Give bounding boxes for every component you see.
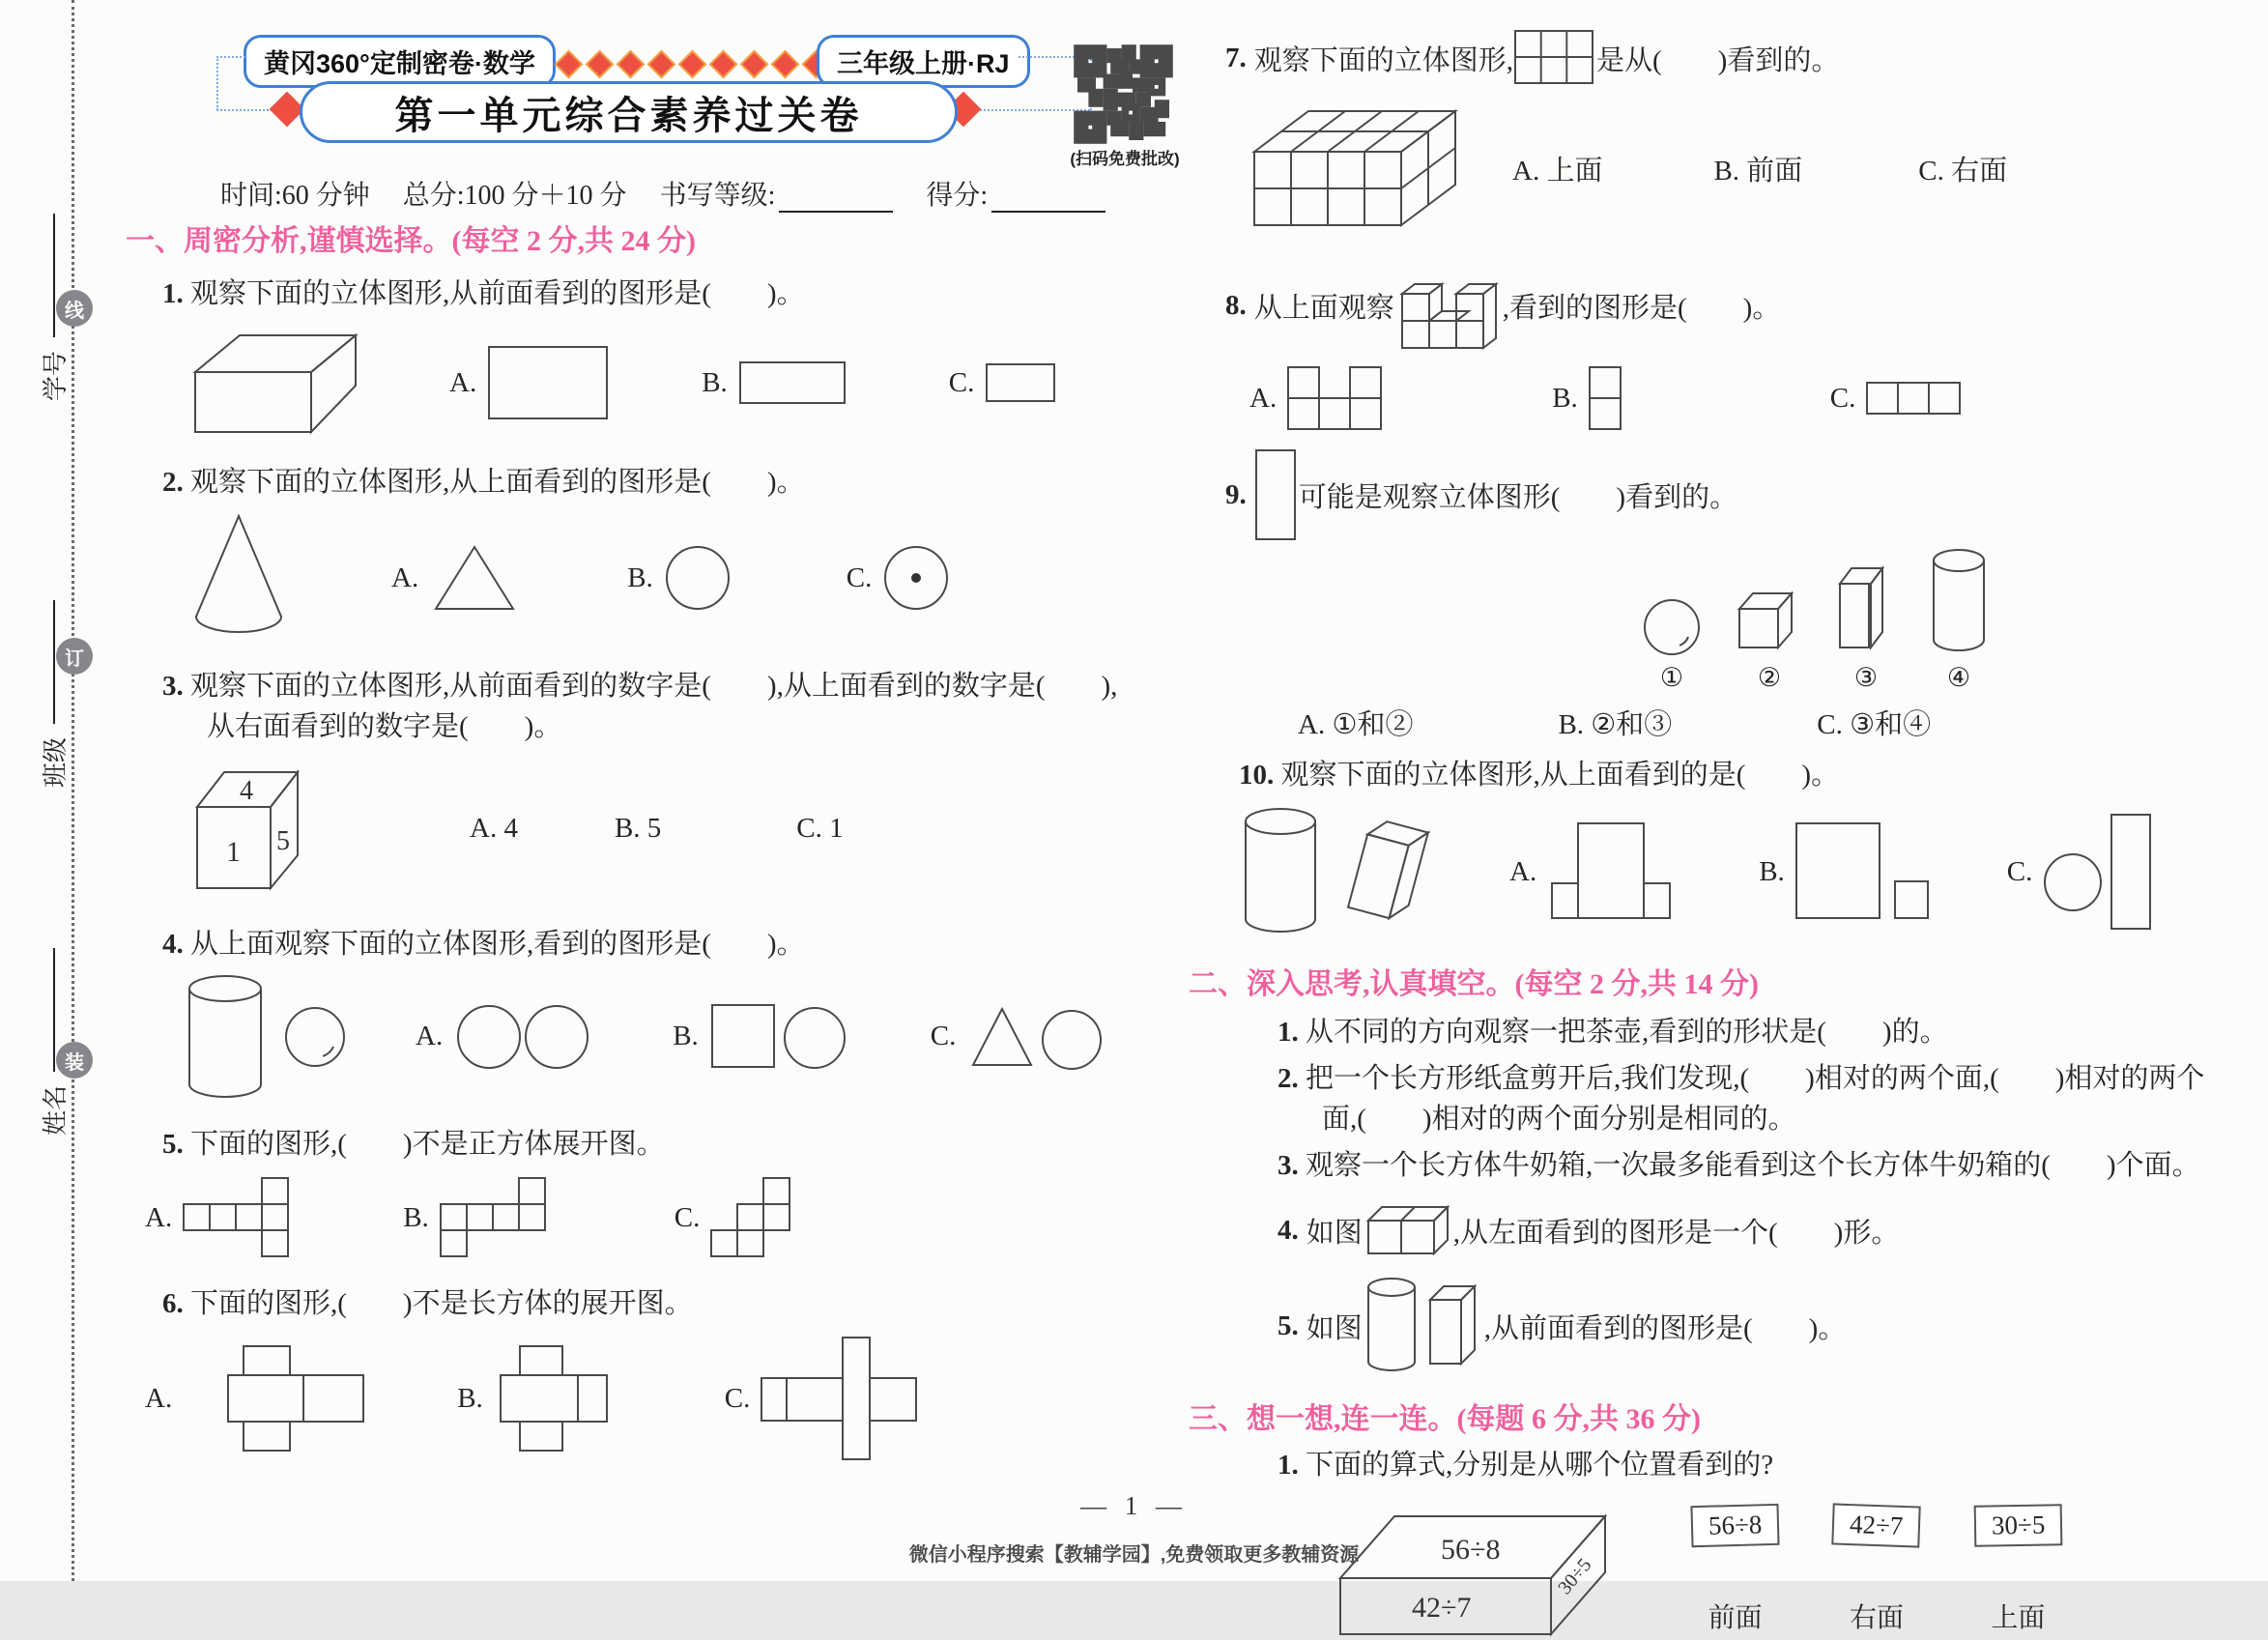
question-number: 1.: [162, 278, 184, 309]
option-a: A. ①和②: [1298, 709, 1414, 740]
section2-heading: [1189, 960, 2264, 1002]
name-label: 姓名: [41, 1084, 70, 1136]
rect-and-small-square-figure: [1794, 821, 1935, 923]
expression-card: 56÷8: [1690, 1504, 1779, 1547]
question-number: 8.: [1225, 289, 1247, 321]
option-c: C. 右面: [1918, 155, 2008, 187]
dotted-connector: [216, 56, 218, 110]
wide-rectangle-figure: [737, 360, 847, 406]
question-text: 观察下面的立体图形,从上面看到的是( )。: [1280, 760, 1840, 791]
shape-number-label: ④: [1946, 663, 1971, 692]
option-c: [675, 1176, 794, 1259]
option-label: B.: [673, 1021, 699, 1052]
option-b: [457, 1344, 628, 1453]
margin-field-name: [34, 913, 72, 1136]
question-3-figures: [184, 757, 1148, 902]
option-b: [673, 1001, 853, 1073]
section1-heading: [126, 216, 1148, 259]
triangle-circle-figure: [965, 1001, 1110, 1073]
option-a: [391, 541, 521, 615]
s3-question-1: [1225, 1445, 2264, 1485]
u-shape-grid-figure: [1286, 365, 1383, 431]
class-label: 班级: [41, 736, 70, 788]
option-c: [2007, 809, 2163, 935]
option-b: [1552, 365, 1622, 431]
leaning-cuboid-figure: [1331, 803, 1456, 940]
diamond-divider: [559, 54, 826, 74]
cube-top-number: 4: [240, 775, 253, 806]
cube-stack-figure: [1245, 95, 1469, 242]
option-c: [1830, 381, 1963, 416]
numbered-cube-figure: [184, 757, 305, 902]
circle-and-tall-rect-figure: [2042, 809, 2162, 935]
option-b: B. ②和③: [1558, 709, 1673, 740]
question-number: 9.: [1225, 478, 1247, 510]
option-label: B.: [457, 1382, 483, 1414]
question-7-figures: [1245, 95, 2264, 242]
option-label: C.: [948, 366, 975, 398]
two-cubes-figure: [1363, 1195, 1453, 1265]
question-5-figures: [145, 1176, 1148, 1259]
dotted-connector: [216, 109, 276, 111]
option-b: [702, 360, 847, 406]
option-c: [949, 361, 1058, 404]
three-square-row-figure: [1865, 381, 1962, 416]
dotted-connector: [980, 109, 1090, 111]
cylinder-figure: [1929, 547, 1989, 659]
question-7: [1225, 29, 2264, 87]
card-column: [1832, 1505, 1920, 1635]
position-label: 上面: [1991, 1603, 2046, 1634]
option-label: A.: [145, 1382, 173, 1414]
paper-meta: [220, 174, 1105, 213]
expression-card: 42÷7: [1832, 1504, 1922, 1548]
question-text: 从上面观察下面的立体图形,看到的图形是( )。: [190, 928, 805, 960]
expression-card: 30÷5: [1973, 1505, 2062, 1548]
option-label: B.: [702, 366, 728, 398]
meta-total: 总分:100 分＋10 分: [402, 181, 627, 211]
student-no-label: 学号: [41, 350, 70, 401]
cuboid-3d-figure: [184, 326, 367, 440]
cube-net-figure: [182, 1176, 292, 1259]
question-text: 观察下面的立体图形,: [1253, 44, 1514, 76]
question-text: 如图: [1306, 1217, 1363, 1249]
student-no-blank-line: [52, 214, 55, 337]
question-text: 从不同的方向观察一把茶壶,看到的形状是( )的。: [1306, 1017, 1948, 1049]
card-column: [1691, 1505, 1779, 1635]
s2-question-5: [1278, 1275, 2264, 1377]
staircase-net-figure: [709, 1176, 793, 1259]
meta-time: 时间:60 分钟: [220, 181, 370, 211]
class-blank-line: [52, 600, 55, 724]
question-number: 5.: [1278, 1309, 1299, 1341]
block-structure-figure: [1394, 255, 1503, 356]
rect-with-side-squares-figure: [1546, 821, 1677, 923]
diamond-icon: [709, 50, 738, 79]
question-text: 观察一个长方体牛奶箱,一次最多能看到这个长方体牛奶箱的( )个面。: [1306, 1150, 2200, 1182]
question-text: 观察下面的立体图形,从前面看到的图形是( )。: [190, 278, 805, 309]
option-c: C. ③和④: [1817, 709, 1932, 740]
option-label: A.: [391, 561, 419, 593]
option-b: B. 5: [614, 813, 662, 845]
option-label: B.: [627, 561, 653, 593]
option-a: [145, 1176, 292, 1259]
option-label: C.: [1829, 382, 1856, 414]
shape-1: [1641, 595, 1703, 693]
question-text-cont: ,从左面看到的图形是一个( )形。: [1452, 1217, 1900, 1249]
question-6-figures: [145, 1336, 1148, 1461]
cuboid-net-figure: [182, 1344, 370, 1453]
sphere-figure: [1641, 595, 1703, 659]
question-text-cont: ,从前面看到的图形是( )。: [1483, 1312, 1847, 1344]
s2-question-4: [1278, 1195, 2264, 1265]
cuboid-net-figure: [493, 1344, 628, 1453]
circle-with-dot-figure: [881, 543, 951, 613]
brand-badge: 黄冈360°定制密卷·数学: [244, 35, 556, 88]
cylinder-figure: [1240, 805, 1321, 938]
option-b: [403, 1176, 549, 1259]
binding-badge-2: 订: [56, 638, 93, 675]
box-top-expression: 56÷8: [1441, 1534, 1501, 1567]
option-label: A.: [1249, 382, 1278, 414]
question-9-options: [1298, 703, 2264, 742]
diamond-icon: [771, 50, 800, 79]
triangle-figure: [428, 541, 521, 615]
question-1-figures: [184, 326, 1148, 440]
score-blank: [991, 207, 1105, 213]
question-4-figures: [184, 972, 1148, 1102]
question-number: 3.: [162, 671, 184, 703]
tall-cuboid-figure: [1836, 559, 1896, 659]
question-number: 3.: [1278, 1150, 1299, 1182]
option-label: A.: [1509, 855, 1537, 887]
option-c: C. 1: [796, 813, 844, 845]
question-8: [1225, 255, 2264, 356]
s2-question-2-line2: 面,( )相对的两个面分别是相同的。: [1322, 1104, 1796, 1136]
diamond-icon: [740, 50, 769, 79]
question-3: [126, 667, 1148, 706]
option-label: A.: [449, 366, 477, 398]
question-text: 如图: [1306, 1312, 1363, 1344]
section2-note: (每空 2 分,共 14 分): [1514, 968, 1759, 1001]
question-number: 1.: [1278, 1450, 1299, 1482]
question-text: 可能是观察立体图形( )看到的。: [1298, 481, 1738, 513]
s2-question-2: [1225, 1058, 2264, 1099]
question-text: 下面的算式,分别是从哪个位置看到的?: [1306, 1450, 1774, 1482]
shape-number-label: ①: [1659, 663, 1684, 692]
question-2-figures: [184, 510, 1148, 646]
diamond-icon: [647, 50, 676, 79]
question-number: 5.: [162, 1128, 184, 1160]
question-4: [126, 925, 1148, 964]
option-a: [1249, 365, 1383, 431]
binding-badge-3: 装: [56, 1042, 93, 1079]
option-label: C.: [930, 1021, 957, 1052]
question-9: [1225, 446, 2264, 543]
position-label: 前面: [1708, 1603, 1763, 1634]
circle-figure: [663, 543, 732, 613]
question-text: 下面的图形,( )不是正方体展开图。: [190, 1128, 665, 1160]
cross-net-figure: [760, 1336, 922, 1461]
option-a: [145, 1344, 370, 1453]
page-number: — 1 —: [1080, 1491, 1188, 1520]
margin-field-class: [34, 565, 72, 788]
cube-front-number: 1: [226, 835, 241, 868]
shape-number-label: ③: [1853, 663, 1879, 692]
question-number: 7.: [1225, 42, 1247, 73]
question-text: 下面的图形,( )不是长方体的展开图。: [190, 1288, 693, 1320]
small-rectangle-figure: [984, 361, 1057, 404]
question-text: 把一个长方形纸盒剪开后,我们发现,( )相对的两个面,( )相对的两个: [1306, 1063, 2205, 1095]
option-a: [449, 344, 610, 421]
binding-badge-1: 线: [56, 290, 93, 327]
question-10: [1225, 756, 2264, 795]
edition-badge: 三年级上册·RJ: [817, 35, 1030, 88]
margin-field-student-no: [34, 179, 72, 401]
small-cube-figure: [1736, 582, 1803, 659]
cylinder-and-cuboid-figure: [1363, 1275, 1484, 1377]
grid-3x2-figure: [1513, 29, 1596, 87]
question-number: 10.: [1239, 760, 1275, 791]
option-b: B. 前面: [1713, 155, 1803, 187]
question-6: [126, 1284, 1148, 1324]
position-label: 右面: [1849, 1603, 1904, 1634]
vertical-rectangle-figure: [1252, 446, 1299, 543]
shape-2: [1736, 582, 1803, 693]
question-text-cont: ,看到的图形是( )。: [1502, 292, 1781, 324]
section3-title: 三、想一想,连一连。: [1189, 1403, 1457, 1436]
left-column: [126, 216, 1148, 1461]
shape-4: [1929, 547, 1989, 693]
option-label: A.: [416, 1021, 444, 1052]
diamond-icon: [586, 50, 615, 79]
question-text: 从上面观察: [1253, 292, 1394, 324]
question-number: 1.: [1278, 1017, 1299, 1049]
question-number: 6.: [162, 1288, 184, 1320]
option-c: [847, 543, 952, 613]
meta-score-label: 得分:: [926, 181, 989, 211]
option-b: [627, 543, 732, 613]
option-a: [416, 1002, 595, 1072]
cylinder-figure: [184, 972, 267, 1102]
section1-note: (每空 2 分,共 24 分): [451, 225, 696, 257]
question-text: 观察下面的立体图形,从上面看到的图形是( )。: [190, 467, 805, 499]
question-5: [126, 1125, 1148, 1165]
option-a: [1509, 821, 1677, 923]
matching-cards: [1691, 1505, 2062, 1635]
question-number: 2.: [1278, 1063, 1299, 1095]
name-blank-line: [52, 948, 55, 1072]
meta-writing-label: 书写等级:: [659, 181, 776, 211]
box-front-expression: 42÷7: [1412, 1592, 1472, 1625]
right-column: [1189, 29, 2264, 1640]
square-circle-figure: [708, 1001, 853, 1073]
option-label: B.: [1759, 855, 1785, 887]
option-label: C.: [674, 1201, 701, 1233]
section1-title: 一、周密分析,谨慎选择。: [126, 225, 452, 257]
question-2: [126, 463, 1148, 503]
section3-heading: [1189, 1395, 2264, 1437]
question-1: [126, 274, 1148, 314]
question-10-figures: [1240, 803, 2264, 940]
two-circles-figure: [452, 1002, 595, 1072]
option-a: A. 上面: [1512, 155, 1603, 187]
option-label: C.: [2006, 855, 2033, 887]
diamond-icon: [555, 50, 584, 79]
shape-3: [1836, 559, 1896, 693]
section2-title: 二、深入思考,认真填空。: [1189, 968, 1515, 1001]
qr-caption: (扫码免费批改): [1070, 150, 1180, 168]
footer-promo-text: 微信小程序搜索【教辅学园】,免费领取更多教辅资源: [908, 1544, 1360, 1566]
paper-title: 第一单元综合素养过关卷: [300, 81, 958, 143]
question-8-figures: [1249, 365, 2264, 431]
box-side-expression: 30÷5: [1554, 1554, 1596, 1599]
question-number: 4.: [1278, 1214, 1299, 1246]
question-text-cont: 是从( )看到的。: [1596, 44, 1840, 76]
writing-grade-blank: [779, 207, 893, 213]
section3-note: (每题 6 分,共 36 分): [1456, 1403, 1701, 1436]
option-label: B.: [403, 1201, 429, 1233]
option-b: [1759, 821, 1935, 923]
two-square-column-figure: [1588, 365, 1622, 431]
s2-question-1: [1225, 1012, 2264, 1052]
rectangle-figure: [486, 344, 610, 421]
diamond-icon: [678, 50, 707, 79]
cube-right-number: 5: [276, 825, 290, 856]
card-column: [1974, 1505, 2062, 1635]
question-number: 2.: [162, 467, 184, 499]
diamond-icon: [617, 50, 646, 79]
question-text: 观察下面的立体图形,从前面看到的数字是( ),从上面看到的数字是( ),: [190, 671, 1118, 703]
question-3-line2: 从右面看到的数字是( )。: [207, 710, 562, 742]
option-label: C.: [846, 561, 873, 593]
option-c: [725, 1336, 923, 1461]
option-label: A.: [145, 1201, 173, 1233]
option-label: C.: [724, 1382, 751, 1414]
cube-net-figure: [439, 1176, 549, 1259]
shape-number-label: ②: [1757, 663, 1782, 692]
s2-question-3: [1225, 1145, 2264, 1186]
sphere-figure: [282, 1004, 348, 1070]
question-number: 4.: [162, 928, 184, 960]
qr-code: [1077, 48, 1169, 140]
option-c: [931, 1001, 1111, 1073]
option-label: B.: [1552, 382, 1578, 414]
option-a: A. 4: [470, 813, 518, 845]
cone-figure: [184, 510, 295, 646]
dotted-connector: [216, 56, 245, 58]
question-9-shapes: [1641, 547, 2264, 693]
